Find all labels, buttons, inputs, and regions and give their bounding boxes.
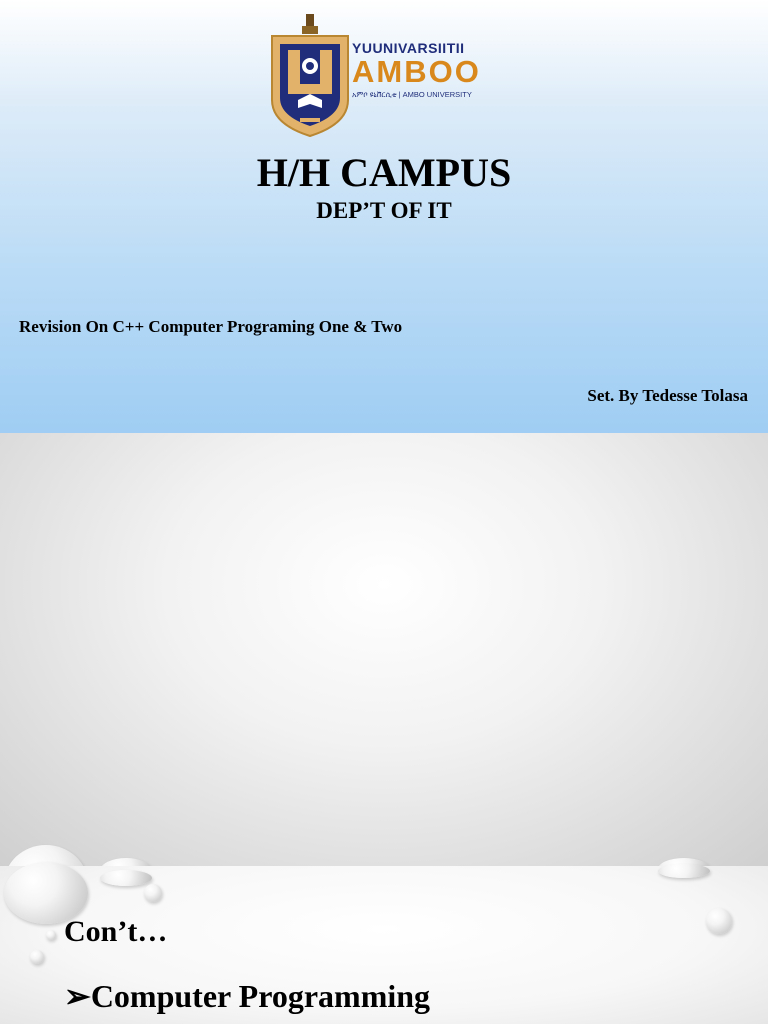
water-drop-icon (30, 950, 44, 964)
revision-title: Revision On C++ Computer Programing One & Two (19, 317, 403, 336)
logo-line-2: AMBOO (352, 54, 481, 89)
slide-title: Con’t… (64, 915, 168, 948)
water-drop-icon (100, 870, 152, 886)
water-drop-icon (706, 908, 732, 934)
water-drop-icon (658, 864, 710, 878)
department-title: DEP’T OF IT (316, 198, 452, 223)
water-drop-icon (100, 858, 152, 866)
campus-title: H/H CAMPUS (256, 150, 512, 195)
continuation-slide (0, 866, 768, 1024)
slide-heading-text: Computer Programming (90, 978, 431, 1014)
water-drop-icon (144, 884, 162, 902)
content-slide (0, 433, 768, 866)
university-wordmark (352, 40, 500, 100)
arrow-bullet-icon: ➢ (64, 978, 91, 1014)
university-logo (268, 14, 500, 138)
logo-line-3: አምቦ ዩኒቨርሲቲ | AMBO UNIVERSITY (352, 90, 472, 99)
logo-line-1: YUUNIVARSIITII (352, 40, 465, 56)
title-slide (0, 0, 768, 433)
university-shield-icon (268, 14, 352, 138)
author-credit: Set. By Tedesse Tolasa (587, 386, 748, 405)
water-drop-icon (46, 930, 56, 940)
slide-heading (64, 977, 430, 1015)
